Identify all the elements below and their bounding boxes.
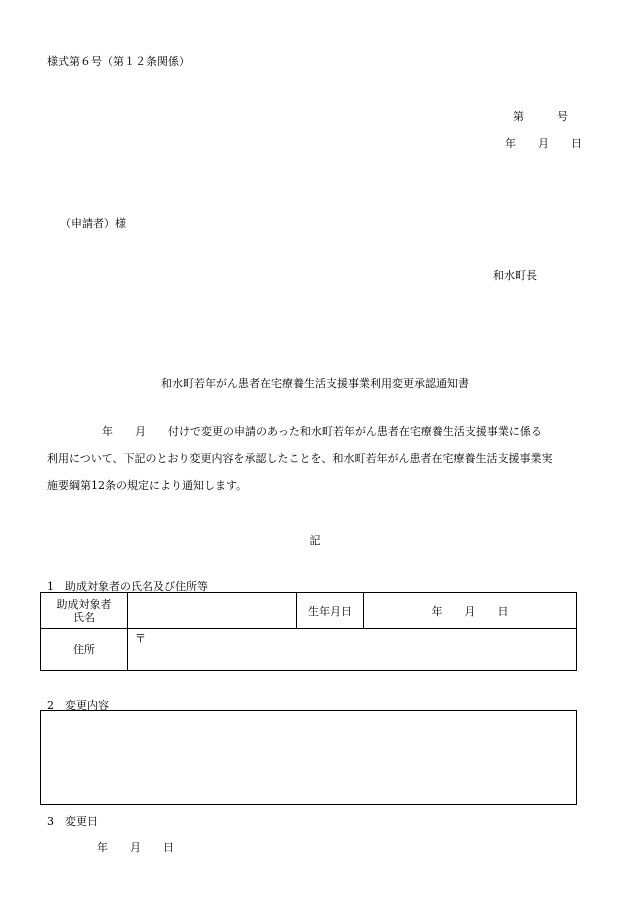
body-line-3: 施要綱第12条の規定により通知します。 xyxy=(47,479,248,492)
body-line-1: 年 月 付けで変更の申請のあった和水町若年がん患者在宅療養生活支援事業に係る xyxy=(47,425,542,438)
body-line-2: 利用について、下記のとおり変更内容を承認したことを、和水町若年がん患者在宅療養生活支援事業実 xyxy=(47,452,553,465)
issuer: 和水町長 xyxy=(493,269,537,282)
name-label-cell xyxy=(41,593,128,629)
change-content-box[interactable] xyxy=(40,710,577,805)
document-date: 年 月 日 xyxy=(505,137,582,150)
birthdate-label: 生年月日 xyxy=(297,593,364,629)
address-label: 住所 xyxy=(41,629,128,671)
table-row-name xyxy=(41,593,577,629)
document-number: 第 号 xyxy=(513,110,568,123)
addressee: （申請者）様 xyxy=(60,217,126,230)
document-title: 和水町若年がん患者在宅療養生活支援事業利用変更承認通知書 xyxy=(161,377,469,390)
section-1-heading: 1 助成対象者の氏名及び住所等 xyxy=(47,580,208,593)
ki-marker: 記 xyxy=(309,534,321,547)
table-row-address xyxy=(41,629,577,671)
address-value[interactable]: 〒 xyxy=(128,629,577,671)
notice-body xyxy=(47,418,587,499)
name-label-line-2: 氏名 xyxy=(73,610,95,624)
section-2-heading: 2 変更内容 xyxy=(47,699,109,712)
birthdate-value[interactable]: 年 月 日 xyxy=(364,593,577,629)
section-3-heading: 3 変更日 xyxy=(47,815,98,828)
name-label-line-1: 助成対象者 xyxy=(56,597,112,611)
subject-info-table xyxy=(40,592,577,671)
change-date: 年 月 日 xyxy=(97,841,174,854)
form-number: 様式第６号（第１２条関係） xyxy=(47,55,190,68)
name-value-cell[interactable] xyxy=(128,593,297,629)
